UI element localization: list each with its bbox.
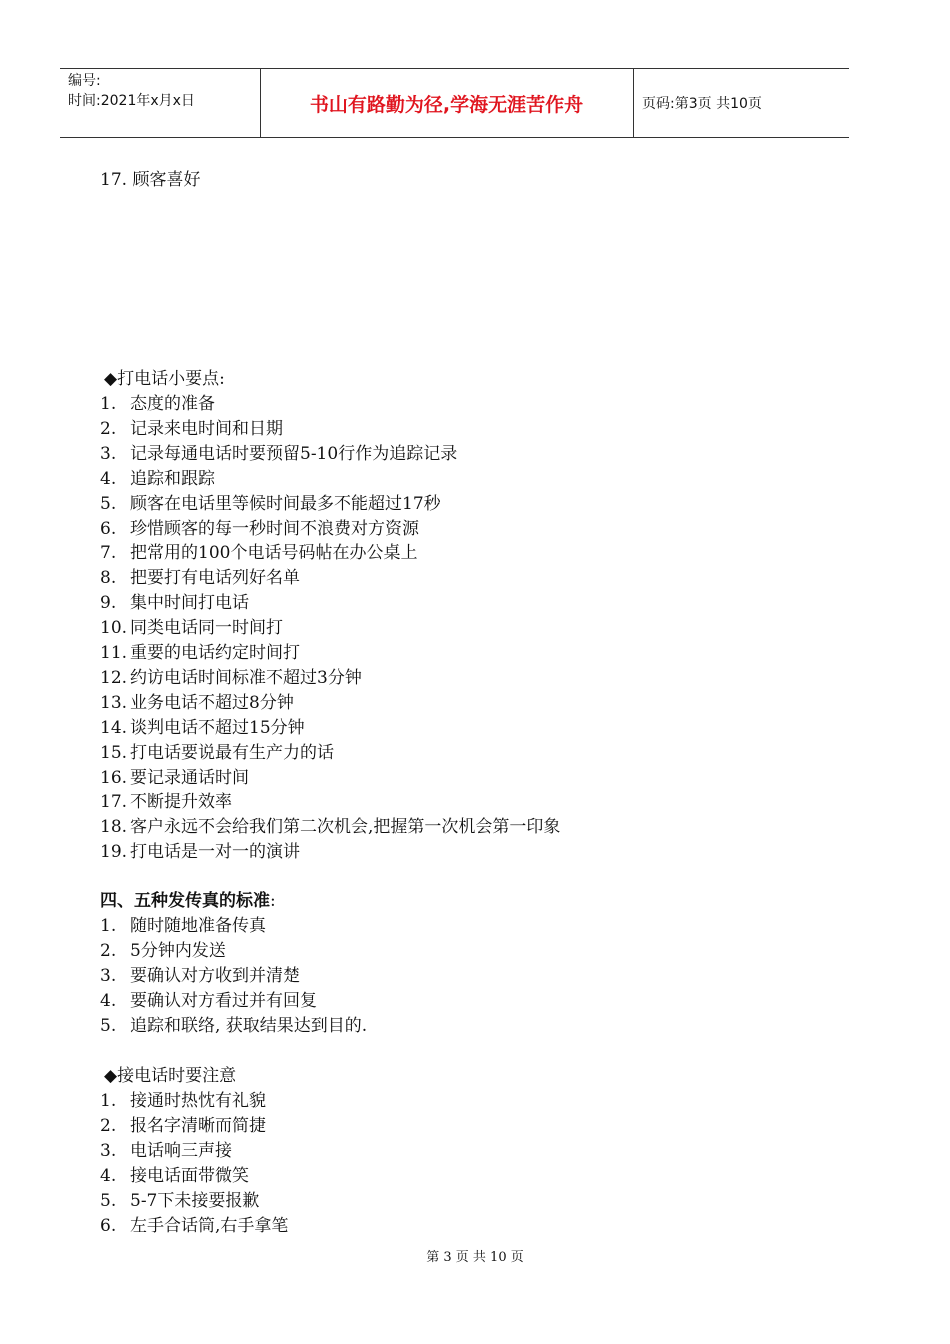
- list-item: [100, 716, 305, 741]
- list-item-number: 5.: [100, 1015, 117, 1036]
- list-item-text: 5分钟内发送: [130, 940, 226, 961]
- list-item-text: 电话响三声接: [130, 1140, 232, 1161]
- list-item-number: 2.: [100, 418, 117, 439]
- header-motto: 书山有路勤为径,学海无涯苦作舟: [309, 93, 584, 116]
- list-item-text: 打电话要说最有生产力的话: [130, 742, 334, 763]
- list-item-text: 追踪和跟踪: [130, 468, 215, 489]
- list-item: [100, 467, 215, 492]
- list-item: [100, 741, 334, 766]
- list-item-number: 4.: [100, 990, 117, 1011]
- fax-title-text: 四、五种发传真的标准: [100, 891, 270, 911]
- list-item: [100, 442, 457, 467]
- header-page-label: 页码:第3页 共10页: [642, 96, 762, 112]
- list-item-text: 珍惜顾客的每一秒时间不浪费对方资源: [130, 518, 419, 539]
- list-item-text: 打电话是一对一的演讲: [130, 842, 300, 863]
- list-item-number: 1.: [100, 916, 117, 936]
- list-item: [100, 1139, 232, 1164]
- list-item: [100, 1164, 249, 1189]
- header-meta: [60, 69, 260, 137]
- list-item-text: 随时随地准备传真: [130, 916, 266, 936]
- list-item-text: 要确认对方收到并清楚: [130, 965, 300, 986]
- list-item-text: 顾客在电话里等候时间最多不能超过17秒: [130, 493, 441, 514]
- list-item: [100, 666, 362, 691]
- list-item-text: 追踪和联络, 获取结果达到目的.: [130, 1015, 368, 1036]
- list-item-number: 3.: [100, 443, 117, 464]
- list-item-number: 3.: [100, 965, 117, 986]
- list-item: [100, 517, 419, 542]
- list-item-number: 9.: [100, 593, 117, 614]
- list-item: [100, 1214, 288, 1239]
- list-item-number: 16.: [100, 767, 128, 788]
- list-item: [100, 691, 294, 716]
- list-item: [100, 1014, 367, 1039]
- list-item: [100, 964, 300, 989]
- list-item-text: 重要的电话约定时间打: [130, 643, 300, 663]
- list-item-text: 态度的准备: [130, 394, 215, 414]
- list-item: [100, 492, 441, 517]
- list-item: [100, 766, 249, 791]
- list-item-number: 3.: [100, 1140, 117, 1161]
- list-item-number: 12.: [100, 667, 128, 688]
- list-item: [100, 1114, 266, 1139]
- list-item: [100, 641, 300, 666]
- list-item: [100, 1089, 266, 1114]
- list-item: [100, 1189, 259, 1214]
- time-label: 时间:2021年x月x日: [68, 93, 195, 109]
- fax-section-title: [100, 889, 276, 914]
- list-item-text: 谈判电话不超过15分钟: [130, 717, 305, 738]
- list-item-text: 业务电话不超过8分钟: [130, 692, 294, 713]
- fax-title-colon: :: [270, 891, 276, 911]
- list-item-text: 要确认对方看过并有回复: [130, 990, 317, 1011]
- list-item-text: 不断提升效率: [130, 792, 232, 813]
- list-item-text: 接通时热忱有礼貌: [130, 1091, 266, 1111]
- list-item: [100, 591, 249, 616]
- phone-tips-title: ◆打电话小要点:: [104, 369, 225, 389]
- list-item: [100, 790, 232, 815]
- list-item-text: 接电话面带微笑: [130, 1165, 249, 1186]
- list-item: [100, 939, 226, 964]
- list-item: [100, 914, 266, 939]
- list-item: [100, 840, 300, 865]
- list-item-number: 8.: [100, 568, 117, 589]
- page-header: [60, 68, 849, 138]
- page-footer: 第 3 页 共 10 页: [426, 1250, 524, 1265]
- list-item: [100, 541, 417, 566]
- list-item-number: 13.: [100, 692, 128, 713]
- list-item-number: 7.: [100, 543, 117, 564]
- list-item-number: 1.: [100, 394, 117, 414]
- list-item-number: 17.: [100, 792, 128, 813]
- list-item-number: 15.: [100, 742, 128, 763]
- list-item-number: 5.: [100, 493, 117, 514]
- list-item-number: 6.: [100, 1215, 117, 1236]
- list-item-text: 左手合话筒,右手拿笔: [130, 1215, 289, 1236]
- list-item-number: 14.: [100, 717, 128, 738]
- list-item-number: 2.: [100, 940, 117, 961]
- list-item-number: 11.: [100, 643, 128, 663]
- customer-preference-item: 17. 顾客喜好: [100, 170, 201, 190]
- list-item-text: 报名字清晰而简捷: [130, 1115, 266, 1136]
- list-item: [100, 989, 317, 1014]
- list-item-number: 10.: [100, 618, 128, 639]
- list-item-text: 把常用的100个电话号码帖在办公桌上: [130, 543, 418, 564]
- list-item-number: 18.: [100, 817, 128, 838]
- list-item-text: 同类电话同一时间打: [130, 618, 283, 639]
- list-item: [100, 616, 283, 641]
- list-item-text: 集中时间打电话: [130, 593, 249, 614]
- list-item-text: 把要打有电话列好名单: [130, 568, 300, 589]
- list-item-text: 记录每通电话时要预留5-10行作为追踪记录: [130, 443, 458, 464]
- list-item-text: 5-7下未接要报歉: [130, 1190, 260, 1211]
- list-item: [100, 566, 300, 591]
- list-item-text: 约访电话时间标准不超过3分钟: [130, 667, 362, 688]
- serial-label: 编号:: [68, 73, 101, 89]
- list-item-number: 5.: [100, 1190, 117, 1211]
- list-item-number: 4.: [100, 468, 117, 489]
- list-item: [100, 815, 560, 840]
- list-item-text: 要记录通话时间: [130, 767, 249, 788]
- list-item-number: 4.: [100, 1165, 117, 1186]
- list-item-number: 6.: [100, 518, 117, 539]
- list-item: [100, 392, 215, 417]
- list-item-text: 客户永远不会给我们第二次机会,把握第一次机会第一印象: [130, 817, 561, 838]
- list-item-text: 记录来电时间和日期: [130, 418, 283, 439]
- list-item-number: 2.: [100, 1115, 117, 1136]
- list-item: [100, 417, 283, 442]
- list-item-number: 19.: [100, 842, 128, 863]
- list-item-number: 1.: [100, 1091, 117, 1111]
- answer-tips-title: ◆接电话时要注意: [104, 1066, 237, 1086]
